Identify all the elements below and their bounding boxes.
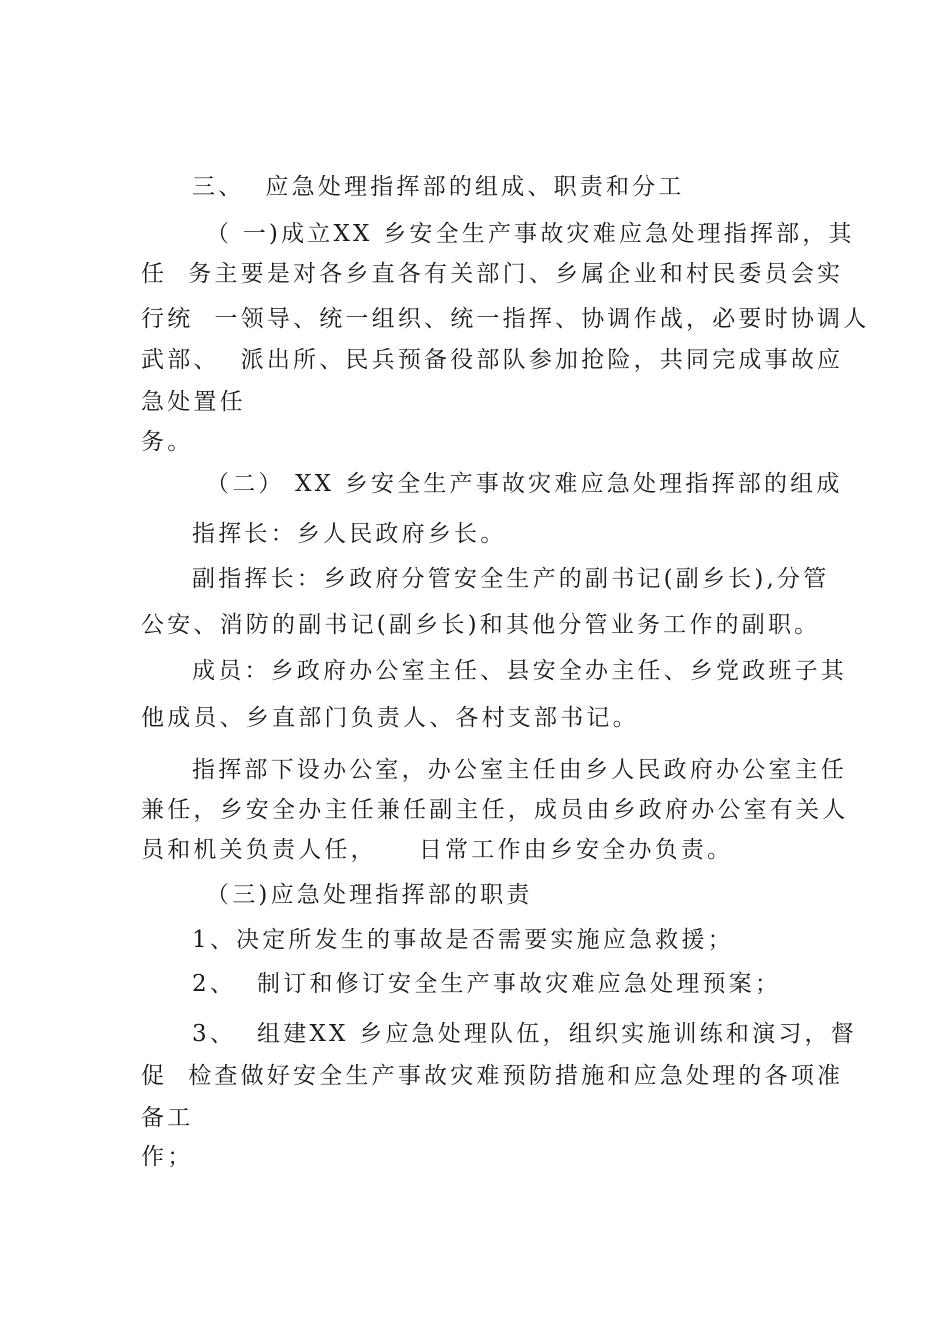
paragraph-line: 副指挥长：乡政府分管安全生产的副书记(副乡长),分管 — [192, 566, 830, 592]
paragraph-line: 成员：乡政府办公室主任、县安全办主任、乡党政班子其 — [192, 658, 847, 684]
list-item: 2、 制订和修订安全生产事故灾难应急处理预案； — [192, 971, 782, 997]
subsection-heading: （二） XX 乡安全生产事故灾难应急处理指挥部的组成 — [206, 471, 843, 497]
section-heading: 三、 应急处理指挥部的组成、职责和分工 — [192, 174, 685, 200]
paragraph-line: 备工 — [141, 1105, 194, 1131]
paragraph-line: 任 务主要是对各乡直各有关部门、乡属企业和村民委员会实 — [141, 261, 844, 287]
paragraph-line: 武部、 派出所、民兵预备役部队参加抢险，共同完成事故应 — [141, 347, 844, 373]
subsection-heading: （三)应急处理指挥部的职责 — [206, 882, 533, 908]
paragraph-line: 指挥长：乡人民政府乡长。 — [192, 521, 507, 547]
paragraph-line: 急处置任 — [141, 389, 246, 415]
paragraph-line: 作； — [141, 1144, 194, 1170]
paragraph-line: 促 检查做好安全生产事故灾难预防措施和应急处理的各项准 — [141, 1063, 844, 1089]
paragraph-line: 员和机关负责人任， 日常工作由乡安全办负责。 — [141, 837, 734, 863]
paragraph-line: （ 一)成立XX 乡安全生产事故灾难应急处理指挥部，其 — [206, 221, 855, 247]
paragraph-line: 务。 — [141, 429, 194, 455]
paragraph-line: 指挥部下设办公室，办公室主任由乡人民政府办公室主任 — [192, 757, 847, 783]
list-item: 3、 组建XX 乡应急处理队伍，组织实施训练和演习，督 — [192, 1021, 857, 1047]
paragraph-line: 他成员、乡直部门负责人、各村支部书记。 — [141, 705, 639, 731]
paragraph-line: 行统 一领导、统一组织、统一指挥、协调作战，必要时协调人 — [141, 306, 870, 332]
list-item: 1、决定所发生的事故是否需要实施应急救援； — [192, 927, 734, 953]
paragraph-line: 兼任，乡安全办主任兼任副主任，成员由乡政府办公室有关人 — [141, 797, 849, 823]
paragraph-line: 公安、消防的副书记(副乡长)和其他分管业务工作的副职。 — [141, 612, 821, 638]
